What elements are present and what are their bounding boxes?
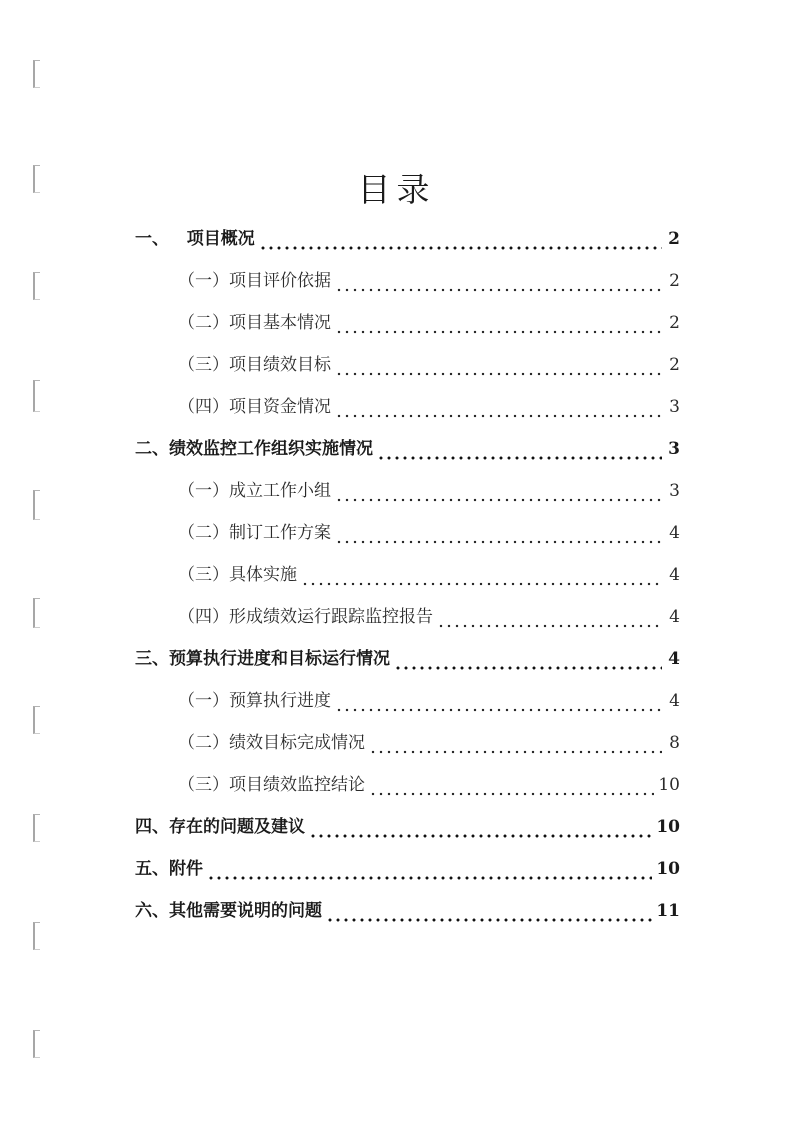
toc-page-number: 4 <box>669 523 680 543</box>
toc-subsection-row[interactable] <box>178 480 680 502</box>
toc-subsection-row[interactable] <box>178 522 680 544</box>
toc-dot-leader <box>437 606 662 628</box>
toc-dot-leader <box>335 396 662 418</box>
toc-section-row[interactable] <box>135 900 680 922</box>
toc-dot-leader <box>259 228 662 250</box>
toc-entry-label: （一）项目评价依据 <box>178 271 331 291</box>
toc-subsection-row[interactable] <box>178 270 680 292</box>
binding-mark <box>33 814 40 842</box>
toc-dot-leader <box>377 438 662 460</box>
binding-mark <box>33 706 40 734</box>
toc-entry-label: 一、 项目概况 <box>135 229 255 249</box>
toc-page-number: 2 <box>669 355 680 375</box>
toc-dot-leader <box>394 648 662 670</box>
toc-subsection-row[interactable] <box>178 312 680 334</box>
toc-subsection-row[interactable] <box>178 774 680 796</box>
toc-entry-label: 六、其他需要说明的问题 <box>135 901 322 921</box>
toc-page-number: 4 <box>669 607 680 627</box>
toc-dot-leader <box>335 312 662 334</box>
toc-subsection-row[interactable] <box>178 732 680 754</box>
toc-entry-label: （二）项目基本情况 <box>178 313 331 333</box>
toc-entry-label: 二、绩效监控工作组织实施情况 <box>135 439 373 459</box>
toc-entry-label: （三）项目绩效监控结论 <box>178 775 365 795</box>
toc-page-number: 2 <box>668 229 680 249</box>
toc-page-number: 10 <box>656 817 680 837</box>
toc-section-row[interactable] <box>135 858 680 880</box>
toc-dot-leader <box>335 270 662 292</box>
toc-dot-leader <box>335 690 662 712</box>
toc-dot-leader <box>335 522 662 544</box>
toc-dot-leader <box>369 732 662 754</box>
toc-entry-label: （四）形成绩效运行跟踪监控报告 <box>178 607 433 627</box>
toc-entry-label: （一）预算执行进度 <box>178 691 331 711</box>
toc-page-number: 4 <box>669 565 680 585</box>
binding-mark <box>33 1030 40 1058</box>
toc-entry-label: （三）项目绩效目标 <box>178 355 331 375</box>
binding-mark <box>33 380 40 412</box>
binding-mark <box>33 272 40 300</box>
toc-dot-leader <box>326 900 652 922</box>
toc-entry-label: （二）绩效目标完成情况 <box>178 733 365 753</box>
toc-section-row[interactable] <box>135 438 680 460</box>
toc-entry-label: 四、存在的问题及建议 <box>135 817 305 837</box>
toc-page-number: 3 <box>669 481 680 501</box>
toc-dot-leader <box>207 858 652 880</box>
page-title: 目录 <box>357 170 436 210</box>
toc-entry-label: 五、附件 <box>135 859 203 879</box>
toc-page-number: 4 <box>668 649 680 669</box>
toc-subsection-row[interactable] <box>178 396 680 418</box>
toc-dot-leader <box>335 480 662 502</box>
toc-entry-label: （二）制订工作方案 <box>178 523 331 543</box>
toc-section-row[interactable] <box>135 816 680 838</box>
toc-page-number: 2 <box>669 271 680 291</box>
toc-page-number: 10 <box>656 859 680 879</box>
toc-page-number: 3 <box>668 439 680 459</box>
toc-page-number: 2 <box>669 313 680 333</box>
toc-section-row[interactable] <box>135 648 680 670</box>
toc-entry-label: （三）具体实施 <box>178 565 297 585</box>
toc-dot-leader <box>309 816 652 838</box>
toc-dot-leader <box>301 564 662 586</box>
binding-mark <box>33 598 40 628</box>
binding-mark <box>33 922 40 950</box>
toc-dot-leader <box>335 354 662 376</box>
toc-page-number: 10 <box>658 775 680 795</box>
toc-page-number: 4 <box>669 691 680 711</box>
toc-subsection-row[interactable] <box>178 606 680 628</box>
toc-section-row[interactable] <box>135 228 680 250</box>
toc-page-number: 8 <box>669 733 680 753</box>
toc-entry-label: （一）成立工作小组 <box>178 481 331 501</box>
toc-dot-leader <box>369 774 654 796</box>
toc-entry-label: （四）项目资金情况 <box>178 397 331 417</box>
toc-subsection-row[interactable] <box>178 354 680 376</box>
binding-mark <box>33 490 40 520</box>
binding-mark <box>33 60 40 88</box>
toc-entry-label: 三、预算执行进度和目标运行情况 <box>135 649 390 669</box>
toc-page-number: 3 <box>669 397 680 417</box>
toc-subsection-row[interactable] <box>178 564 680 586</box>
toc-page-number: 11 <box>656 901 680 921</box>
toc-subsection-row[interactable] <box>178 690 680 712</box>
